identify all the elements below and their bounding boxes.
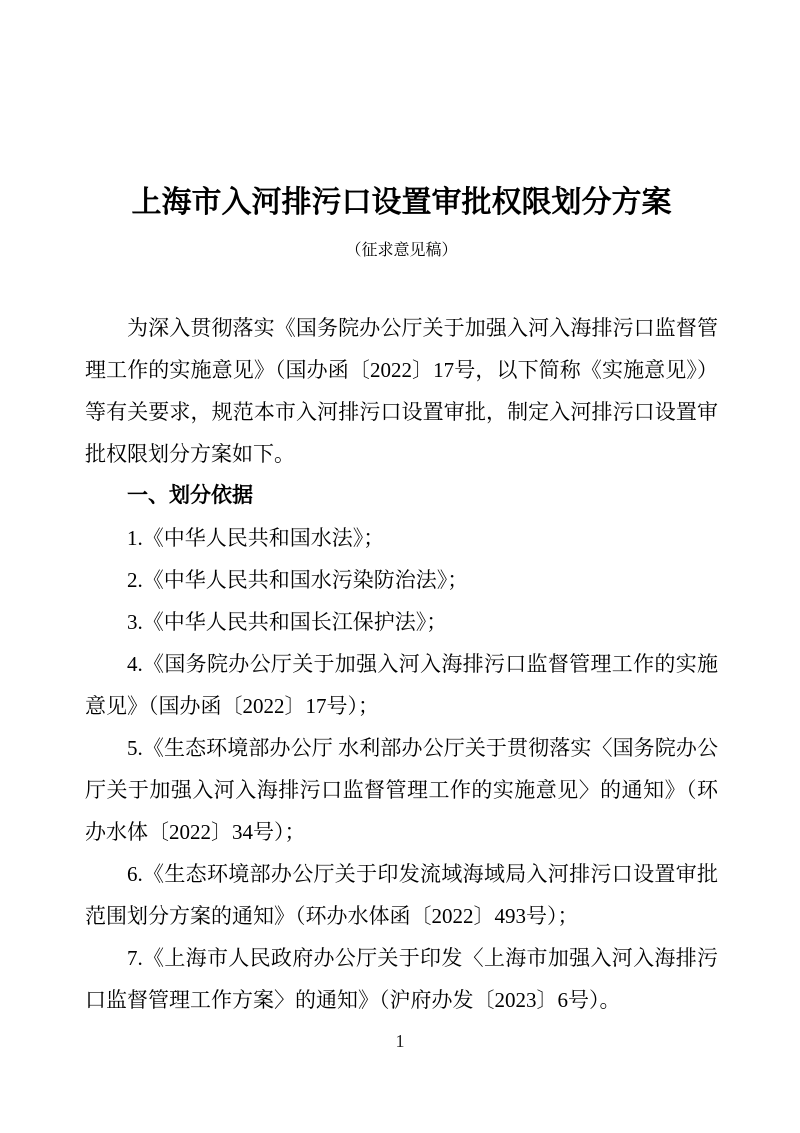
list-item: 7.《上海市人民政府办公厅关于印发〈上海市加强入河入海排污口监督管理工作方案〉的通知》（沪府办发〔2023〕6号）。 <box>85 946 718 1012</box>
section-heading-basis: 一、划分依据 <box>127 484 253 507</box>
list-item: 6.《生态环境部办公厅关于印发流域海域局入河排污口设置审批范围划分方案的通知》（环办水体函〔2022〕493号）； <box>85 862 718 928</box>
list-item: 2.《中华人民共和国水污染防治法》； <box>127 568 469 592</box>
document-subtitle: （征求意见稿） <box>345 242 458 259</box>
list-item: 3.《中华人民共和国长江保护法》； <box>127 610 448 634</box>
document-body <box>85 307 718 1021</box>
document-title: 上海市入河排污口设置审批权限划分方案 <box>131 186 672 219</box>
list-item: 1.《中华人民共和国水法》； <box>127 526 385 550</box>
list-item: 5.《生态环境部办公厅 水利部办公厅关于贯彻落实〈国务院办公厅关于加强入河入海排污口监督管理工作的实施意见〉的通知》（环办水体〔2022〕34号）； <box>85 736 718 844</box>
list-item: 4.《国务院办公厅关于加强入河入海排污口监督管理工作的实施意见》（国办函〔2022〕17号）； <box>85 652 718 718</box>
intro-paragraph: 为深入贯彻落实《国务院办公厅关于加强入河入海排污口监督管理工作的实施意见》（国办函〔2022〕17号，以下简称《实施意见》）等有关要求，规范本市入河排污口设置审批，制定入河排污口设置审批权限划分方案如下。 <box>85 316 718 466</box>
page-number: 1 <box>395 1031 405 1051</box>
